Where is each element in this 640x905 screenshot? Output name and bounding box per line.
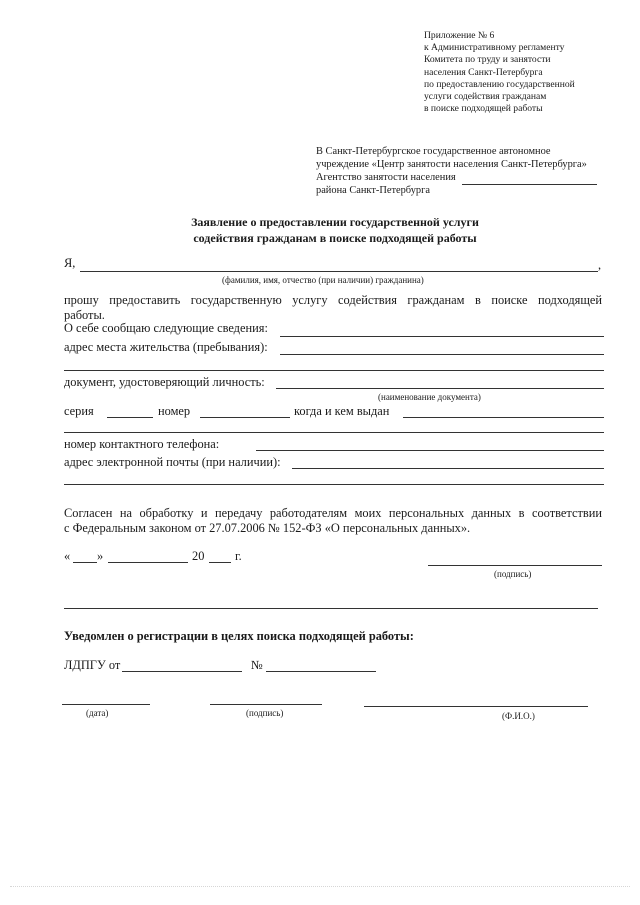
addressee-line-1: В Санкт-Петербургское государственное автономное — [316, 146, 551, 157]
appendix-line: услуги содействия гражданам — [424, 91, 547, 103]
appendix-line: в поиске подходящей работы — [424, 103, 543, 115]
document-number-field[interactable] — [200, 417, 290, 418]
section-divider — [64, 608, 598, 609]
email-field[interactable] — [292, 468, 604, 469]
fio-comma: , — [598, 258, 602, 272]
document-caption: (наименование документа) — [378, 392, 481, 402]
notice-fio-caption: (Ф.И.О.) — [502, 711, 535, 721]
notice-fio-field[interactable] — [364, 706, 588, 707]
addressee-line-4: района Санкт-Петербурга — [316, 185, 430, 196]
email-label: адрес электронной почты (при наличии): — [64, 455, 281, 469]
consent-line-2: с Федеральным законом от 27.07.2006 № 152-ФЗ «О персональных данных». — [64, 520, 471, 535]
series-field[interactable] — [107, 417, 153, 418]
ldpgu-number-sign: № — [251, 658, 263, 672]
scan-artifact — [10, 886, 630, 887]
appendix-note — [424, 30, 575, 115]
date-day-field[interactable] — [73, 562, 97, 563]
fio-field[interactable] — [80, 271, 598, 272]
appendix-line: к Административному регламенту — [424, 42, 565, 54]
phone-label: номер контактного телефона: — [64, 437, 220, 451]
signature-caption: (подпись) — [494, 569, 532, 579]
ldpgu-label: ЛДПГУ от — [64, 658, 121, 672]
number-label: номер — [158, 404, 191, 418]
addressee-line-2: учреждение «Центр занятости населения Санкт-Петербурга» — [316, 159, 587, 170]
consent-line-1: Согласен на обработку и передачу работодателям моих персональных данных в соответствии — [64, 506, 602, 520]
appendix-line: по предоставлению государственной — [424, 78, 575, 90]
title-line-1: Заявление о предоставлении государственной услуги — [191, 215, 479, 229]
address-field[interactable] — [280, 354, 604, 355]
phone-field[interactable] — [256, 450, 604, 451]
date-month-field[interactable] — [108, 562, 188, 563]
issued-by-field[interactable] — [403, 417, 604, 418]
appendix-line: Приложение № 6 — [424, 30, 495, 41]
notice-date-caption: (дата) — [86, 708, 109, 718]
date-year-suffix: г. — [235, 549, 242, 563]
consent-paragraph — [64, 506, 602, 535]
i-label: Я, — [64, 256, 76, 270]
series-label: серия — [64, 404, 94, 418]
notice-date-field[interactable] — [62, 704, 150, 705]
notice-heading: Уведомлен о регистрации в целях поиска подходящей работы: — [64, 629, 414, 643]
page-title — [0, 214, 640, 246]
notice-signature-caption: (подпись) — [246, 708, 284, 718]
appendix-line: Комитета по труду и занятости — [424, 54, 551, 66]
document-label: документ, удостоверяющий личность: — [64, 375, 265, 389]
addressee-block — [316, 145, 587, 197]
about-label: О себе сообщаю следующие сведения: — [64, 321, 268, 335]
signature-field[interactable] — [428, 565, 602, 566]
date-close-quote: » — [97, 549, 104, 563]
agency-name-field[interactable] — [462, 184, 597, 185]
request-line-2: работы. — [64, 307, 105, 322]
date-open-quote: « — [64, 549, 71, 563]
address-field-continued[interactable] — [64, 370, 604, 371]
title-line-2: содействия гражданам в поиске подходящей работы — [193, 231, 477, 245]
appendix-line: населения Санкт-Петербурга — [424, 66, 543, 78]
notice-signature-field[interactable] — [210, 704, 322, 705]
request-paragraph — [64, 293, 602, 322]
request-line-1: прошу предоставить государственную услугу содействия гражданам в поиске подходящей — [64, 293, 602, 307]
ldpgu-number-field[interactable] — [266, 671, 376, 672]
about-field[interactable] — [280, 336, 604, 337]
issued-label: когда и кем выдан — [294, 404, 390, 418]
addressee-line-3: Агентство занятости населения — [316, 172, 456, 183]
address-label: адрес места жительства (пребывания): — [64, 340, 268, 354]
date-year-field[interactable] — [209, 562, 231, 563]
ldpgu-date-field[interactable] — [122, 671, 242, 672]
fio-caption: (фамилия, имя, отчество (при наличии) гражданина) — [222, 275, 424, 285]
date-year-prefix: 20 — [192, 549, 205, 563]
email-field-continued[interactable] — [64, 484, 604, 485]
document-name-field[interactable] — [276, 388, 604, 389]
issued-by-field-continued[interactable] — [64, 432, 604, 433]
